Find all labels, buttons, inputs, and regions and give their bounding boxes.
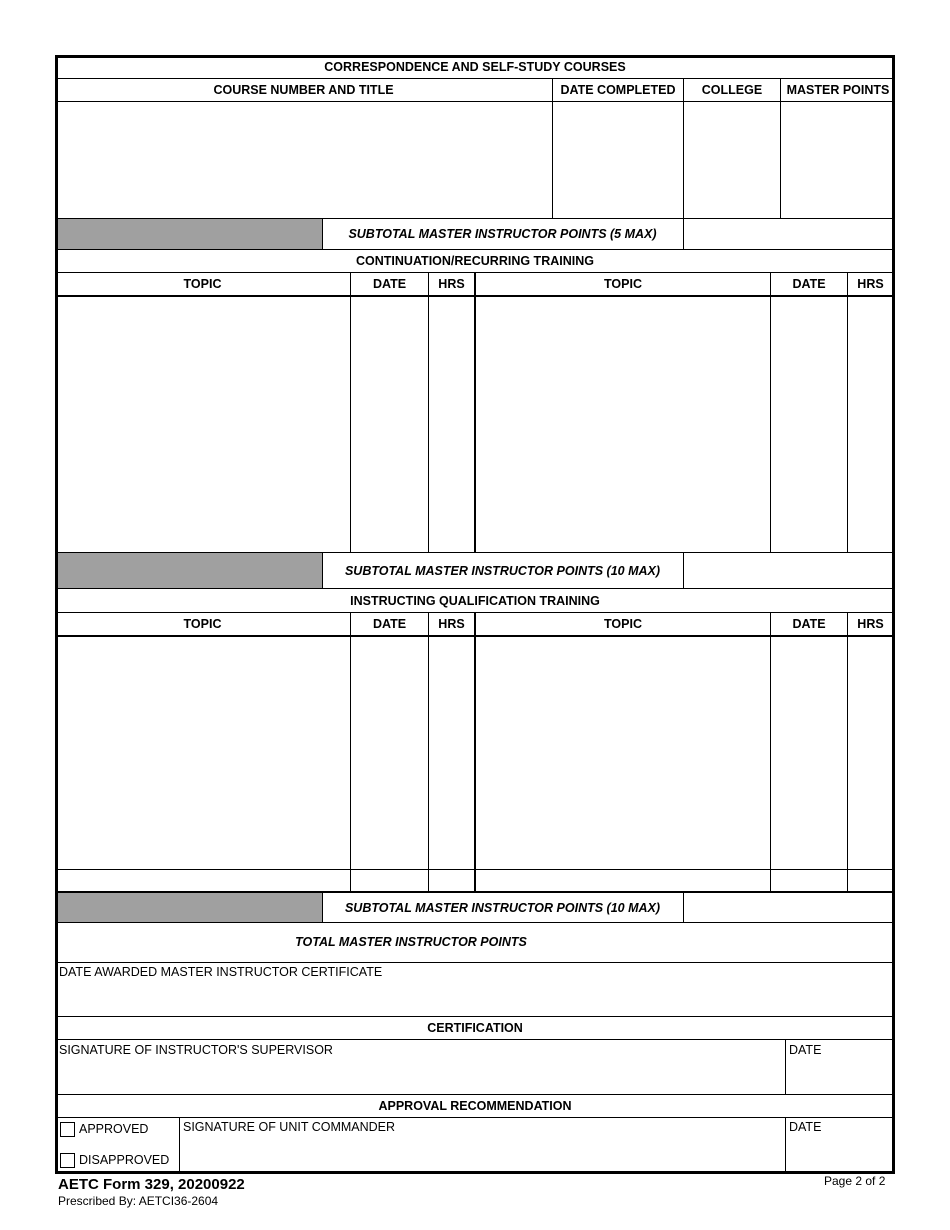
subtotal-continuation-field[interactable] [685,554,892,587]
date-completed-field[interactable] [554,103,682,217]
divider [55,588,895,589]
instructing-header: INSTRUCTING QUALIFICATION TRAINING [350,594,600,608]
column-line [474,272,476,553]
approved-label: APPROVED [79,1122,149,1136]
instructing-topic-left-field[interactable] [57,638,349,868]
college-field[interactable] [685,103,779,217]
date-awarded-label: DATE AWARDED MASTER INSTRUCTOR CERTIFICATE [59,965,383,979]
certification-date-label: DATE [789,1043,822,1057]
col-topic-right: TOPIC [604,617,642,631]
column-line [350,612,351,892]
prescribed-by: Prescribed By: AETCI36-2604 [58,1194,219,1208]
continuation-hrs-left-field[interactable] [430,298,473,551]
col-hrs-left: HRS [438,617,465,631]
col-date-completed: DATE COMPLETED [560,83,676,97]
continuation-topic-left-field[interactable] [57,298,349,551]
column-line [428,272,429,553]
col-date-left: DATE [372,617,407,631]
certification-header: CERTIFICATION [427,1021,523,1035]
col-college: COLLEGE [701,83,763,97]
subtotal-continuation-label: SUBTOTAL MASTER INSTRUCTOR POINTS (10 MAX) [344,564,661,578]
column-line [785,1117,786,1172]
column-line [552,78,553,218]
column-line [428,612,429,892]
continuation-topic-right-field[interactable] [477,298,769,551]
total-points-field[interactable] [57,924,893,961]
col-hrs-right: HRS [857,617,884,631]
shaded-block [58,893,322,922]
column-line [683,892,684,923]
col-date-right: DATE [792,277,826,291]
shaded-block [58,553,322,588]
disapproved-checkbox[interactable] [60,1153,75,1168]
col-course-number-title: COURSE NUMBER AND TITLE [213,83,394,97]
instructing-extra-row-field[interactable] [57,871,349,891]
instructing-topic-right-field[interactable] [477,638,769,868]
divider [55,1117,895,1118]
form-title: AETC Form 329, 20200922 [58,1176,245,1193]
column-line [770,612,771,892]
divider [55,922,895,923]
col-hrs-right: HRS [857,277,884,291]
approval-date-label: DATE [789,1120,822,1134]
col-hrs-left: HRS [438,277,465,291]
column-line [892,552,893,589]
total-points-label: TOTAL MASTER INSTRUCTOR POINTS [295,935,527,949]
subtotal-instructing-label: SUBTOTAL MASTER INSTRUCTOR POINTS (10 MAX) [344,901,661,915]
instructing-hrs-left-field[interactable] [430,638,473,868]
column-line [892,892,893,923]
commander-signature-label: SIGNATURE OF UNIT COMMANDER [183,1120,396,1134]
subtotal-correspondence-field[interactable] [685,220,892,248]
subtotal-correspondence-label: SUBTOTAL MASTER INSTRUCTOR POINTS (5 MAX) [348,227,657,241]
divider [55,101,895,102]
column-line [892,218,893,250]
divider [55,1094,895,1095]
commander-signature-field[interactable] [181,1137,784,1170]
divider [55,1016,895,1017]
shaded-block [58,219,322,249]
column-line [350,272,351,553]
column-line [780,78,781,218]
supervisor-signature-field[interactable] [57,1060,784,1092]
page-number: Page 2 of 2 [824,1174,886,1188]
master-points-field[interactable] [782,103,892,217]
supervisor-signature-label: SIGNATURE OF INSTRUCTOR'S SUPERVISOR [59,1043,333,1057]
divider [55,869,895,870]
col-master-points: MASTER POINTS [786,83,890,97]
date-awarded-field[interactable] [57,982,893,1015]
certification-date-field[interactable] [787,1060,893,1092]
column-line [847,272,848,553]
divider [55,78,895,79]
col-topic-left: TOPIC [183,617,222,631]
column-line [474,612,476,892]
column-line [847,612,848,892]
instructing-hrs-right-field[interactable] [849,638,892,868]
correspondence-header: CORRESPONDENCE AND SELF-STUDY COURSES [324,60,626,74]
col-date-left: DATE [372,277,407,291]
col-topic-left: TOPIC [183,277,222,291]
approved-checkbox[interactable] [60,1122,75,1137]
approval-header: APPROVAL RECOMMENDATION [378,1099,572,1113]
continuation-header: CONTINUATION/RECURRING TRAINING [356,254,594,268]
divider [55,249,895,250]
divider [55,962,895,963]
disapproved-label: DISAPPROVED [79,1153,170,1167]
column-line [785,1039,786,1094]
instructing-date-right-field[interactable] [772,638,846,868]
col-date-right: DATE [792,617,826,631]
subtotal-instructing-field[interactable] [685,894,892,921]
approval-date-field[interactable] [787,1137,893,1170]
column-line [179,1117,180,1172]
continuation-date-left-field[interactable] [352,298,427,551]
continuation-hrs-right-field[interactable] [849,298,892,551]
course-entry-field[interactable] [57,103,551,217]
column-line [683,552,684,589]
continuation-date-right-field[interactable] [772,298,846,551]
divider [55,1039,895,1040]
instructing-date-left-field[interactable] [352,638,427,868]
col-topic-right: TOPIC [604,277,642,291]
column-line [770,272,771,553]
column-line [683,78,684,250]
